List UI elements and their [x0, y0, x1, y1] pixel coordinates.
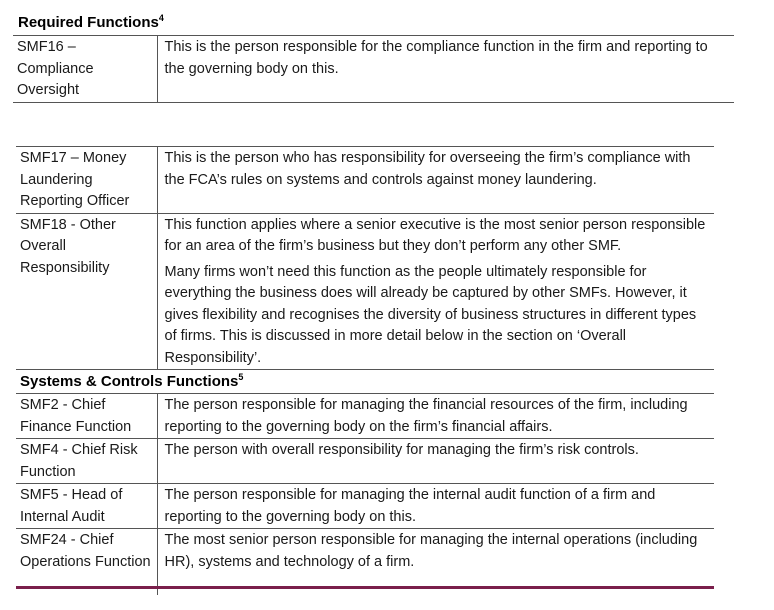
- function-description: [157, 484, 714, 529]
- section-heading-row: [16, 370, 714, 394]
- required-functions-footnote: 4: [158, 13, 164, 23]
- function-code: SMF5 - Head of Internal Audit: [16, 484, 157, 529]
- table-row: [16, 213, 714, 370]
- function-description: [157, 36, 734, 103]
- table-row: [16, 394, 714, 439]
- function-code: SMF16 – Compliance Oversight: [13, 36, 157, 103]
- function-code: SMF17 – Money Laundering Reporting Officer: [16, 147, 157, 214]
- function-description: [157, 147, 714, 214]
- table-row: [16, 147, 714, 214]
- function-description: [157, 394, 714, 439]
- description-paragraph: Many firms won’t need this function as the people ultimately responsible for everything the business does will already be captured by other SMFs. However, it gives flexibility and recognises the diversity of business structures in different types of firms. This is discussed in more detail below in the section on ‘Overall Responsibility’.: [164, 263, 697, 366]
- systems-controls-heading: [16, 370, 714, 394]
- function-code: SMF18 - Other Overall Responsibility: [16, 213, 157, 370]
- description-paragraph: This is the person who has responsibility for overseeing the firm’s compliance with the FCA’s rules on systems and controls against money laundering.: [164, 150, 691, 188]
- function-description: [157, 529, 714, 595]
- function-description: [157, 439, 714, 484]
- functions-table: [16, 146, 714, 595]
- required-functions-table: [13, 35, 734, 103]
- description-paragraph: The person responsible for managing the internal audit function of a firm and reporting to the governing body on this.: [164, 487, 656, 525]
- description-paragraph: The person with overall responsibility for managing the firm’s risk controls.: [164, 442, 639, 458]
- function-code: SMF2 - Chief Finance Function: [16, 394, 157, 439]
- description-paragraph: The person responsible for managing the financial resources of the firm, including reporting to the governing body on the firm’s financial affairs.: [164, 397, 688, 435]
- table-row: [16, 439, 714, 484]
- description-paragraph: This function applies where a senior executive is the most senior person responsible for an area of the firm’s business but they don’t perform any other SMF.: [164, 216, 706, 254]
- function-code: SMF24 - Chief Operations Function: [16, 529, 157, 595]
- systems-controls-title: Systems & Controls Functions: [20, 373, 239, 390]
- function-description: [157, 213, 714, 370]
- systems-controls-footnote: 5: [238, 372, 244, 382]
- description-paragraph: This is the person responsible for the compliance function in the firm and reporting to the governing body on this.: [164, 39, 708, 77]
- required-functions-heading: [18, 12, 164, 34]
- description-paragraph: The most senior person responsible for managing the internal operations (including HR), systems and technology of a firm.: [164, 532, 698, 570]
- required-functions-title: Required Functions: [18, 14, 159, 31]
- table-row: [16, 529, 714, 595]
- function-code: SMF4 - Chief Risk Function: [16, 439, 157, 484]
- table-row: [16, 484, 714, 529]
- table-row: [13, 36, 734, 103]
- bottom-rule: [16, 586, 714, 589]
